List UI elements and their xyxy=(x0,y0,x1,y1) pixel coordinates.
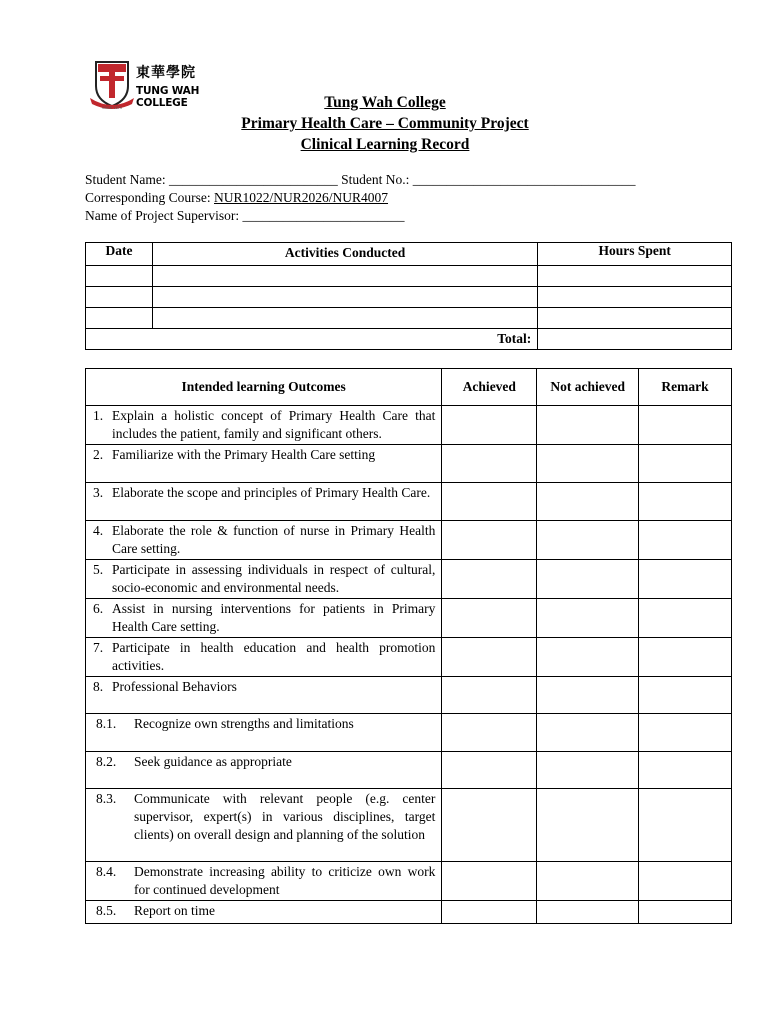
achieved-cell[interactable] xyxy=(442,560,537,599)
achieved-cell[interactable] xyxy=(442,752,537,789)
remark-cell[interactable] xyxy=(639,752,732,789)
supervisor-label: Name of Project Supervisor: xyxy=(85,208,240,223)
outcome-item xyxy=(86,901,441,921)
remark-cell[interactable] xyxy=(639,445,732,483)
outcome-item xyxy=(86,677,441,697)
not-achieved-cell[interactable] xyxy=(537,677,639,714)
outcome-text: Report on time xyxy=(134,903,215,918)
total-hours-cell[interactable] xyxy=(538,329,732,350)
outcome-text: Assist in nursing interventions for patients in Primary Health Care setting. xyxy=(112,601,436,634)
outcome-cell xyxy=(86,862,442,901)
document-title xyxy=(0,92,770,155)
not-achieved-cell[interactable] xyxy=(537,752,639,789)
table-row xyxy=(86,445,732,483)
achieved-cell[interactable] xyxy=(442,901,537,924)
outcomes-header: Intended learning Outcomes xyxy=(86,369,442,406)
remark-cell[interactable] xyxy=(639,483,732,521)
outcome-text: Explain a holistic concept of Primary Health Care that includes the patient, family and significant others. xyxy=(112,408,436,441)
achieved-cell[interactable] xyxy=(442,406,537,445)
outcome-number: 3. xyxy=(93,485,104,500)
outcome-cell xyxy=(86,789,442,862)
outcome-cell xyxy=(86,714,442,752)
outcome-item xyxy=(86,483,441,503)
remark-cell[interactable] xyxy=(639,638,732,677)
remark-cell[interactable] xyxy=(639,677,732,714)
activity-cell[interactable] xyxy=(152,287,537,308)
achieved-cell[interactable] xyxy=(442,714,537,752)
outcome-text: Elaborate the role & function of nurse in Primary Health Care setting. xyxy=(112,523,436,556)
course-label: Corresponding Course: xyxy=(85,190,211,205)
achieved-header: Achieved xyxy=(442,369,537,406)
remark-cell[interactable] xyxy=(639,862,732,901)
table-row xyxy=(86,752,732,789)
achieved-cell[interactable] xyxy=(442,677,537,714)
logo-english-name: TUNG WAH COLLEGE xyxy=(136,85,200,109)
outcome-text: Elaborate the scope and principles of Primary Health Care. xyxy=(112,485,431,500)
student-no-label: Student No.: xyxy=(341,172,410,187)
table-row xyxy=(86,599,732,638)
outcome-text: Demonstrate increasing ability to criticize own work for continued development xyxy=(134,864,436,897)
remark-cell[interactable] xyxy=(639,789,732,862)
outcome-cell xyxy=(86,599,442,638)
outcome-cell xyxy=(86,560,442,599)
outcome-item xyxy=(86,599,441,637)
achieved-cell[interactable] xyxy=(442,638,537,677)
table-row xyxy=(86,714,732,752)
remark-header: Remark xyxy=(639,369,732,406)
remark-cell[interactable] xyxy=(639,599,732,638)
table-row xyxy=(86,483,732,521)
table-row xyxy=(86,521,732,560)
not-achieved-cell[interactable] xyxy=(537,406,639,445)
date-header: Date xyxy=(86,243,153,266)
outcome-cell xyxy=(86,406,442,445)
remark-cell[interactable] xyxy=(639,560,732,599)
not-achieved-cell[interactable] xyxy=(537,599,639,638)
outcome-item xyxy=(86,560,441,598)
activity-hours-table xyxy=(85,242,732,350)
outcome-cell xyxy=(86,483,442,521)
logo-tagline: SINCE 1870 xyxy=(101,106,123,110)
achieved-cell[interactable] xyxy=(442,445,537,483)
achieved-cell[interactable] xyxy=(442,789,537,862)
outcome-cell xyxy=(86,521,442,560)
activities-header: Activities Conducted xyxy=(152,243,537,266)
outcome-item xyxy=(86,521,441,559)
outcome-rows xyxy=(86,406,732,924)
outcome-text: Recognize own strengths and limitations xyxy=(134,716,354,731)
outcome-text: Professional Behaviors xyxy=(112,679,237,694)
outcome-cell xyxy=(86,901,442,924)
achieved-cell[interactable] xyxy=(442,521,537,560)
activity-cell[interactable] xyxy=(152,308,537,329)
remark-cell[interactable] xyxy=(639,714,732,752)
student-line xyxy=(85,171,636,189)
total-row xyxy=(86,329,732,350)
achieved-cell[interactable] xyxy=(442,862,537,901)
achieved-cell[interactable] xyxy=(442,599,537,638)
student-name-label: Student Name: xyxy=(85,172,166,187)
outcome-cell xyxy=(86,752,442,789)
table-row xyxy=(86,638,732,677)
not-achieved-cell[interactable] xyxy=(537,862,639,901)
outcome-number: 8.5. xyxy=(96,903,117,918)
table-row xyxy=(86,677,732,714)
outcome-text: Familiarize with the Primary Health Care setting xyxy=(112,447,376,462)
outcome-item xyxy=(86,862,441,900)
table-row xyxy=(86,560,732,599)
outcome-number: 8.1. xyxy=(96,716,117,731)
logo-chinese-name: 東華學院 xyxy=(136,65,196,81)
not-achieved-cell[interactable] xyxy=(537,638,639,677)
outcome-number: 8. xyxy=(93,679,104,694)
outcome-item xyxy=(86,445,441,465)
student-name-field[interactable]: _________________________ xyxy=(169,172,338,187)
outcome-cell xyxy=(86,677,442,714)
remark-cell[interactable] xyxy=(639,901,732,924)
program-title: Primary Health Care – Community Project xyxy=(241,115,529,132)
not-achieved-cell[interactable] xyxy=(537,521,639,560)
course-value: NUR1022/NUR2026/NUR4007 xyxy=(214,190,389,205)
supervisor-field[interactable]: ________________________ xyxy=(242,208,405,223)
table-row xyxy=(86,789,732,862)
student-no-field[interactable]: _________________________________ xyxy=(412,172,636,187)
outcome-number: 2. xyxy=(93,447,104,462)
record-title: Clinical Learning Record xyxy=(300,136,470,153)
table-row xyxy=(86,266,732,287)
not-achieved-cell[interactable] xyxy=(537,483,639,521)
table-row xyxy=(86,901,732,924)
learning-outcomes-table xyxy=(85,368,732,924)
outcome-item xyxy=(86,638,441,676)
outcome-number: 8.3. xyxy=(96,791,117,806)
outcome-number: 8.4. xyxy=(96,864,117,879)
remark-cell[interactable] xyxy=(639,406,732,445)
table-header-row xyxy=(86,369,732,406)
table-header-row xyxy=(86,243,732,266)
date-cell[interactable] xyxy=(86,308,153,329)
outcome-item xyxy=(86,714,441,734)
college-title: Tung Wah College xyxy=(324,94,446,111)
course-line xyxy=(85,189,636,207)
hours-cell[interactable] xyxy=(538,266,732,287)
not-achieved-header: Not achieved xyxy=(537,369,639,406)
outcome-text: Participate in assessing individuals in respect of cultural, socio-economic and environmental needs. xyxy=(112,562,436,595)
not-achieved-cell[interactable] xyxy=(537,560,639,599)
remark-cell[interactable] xyxy=(639,521,732,560)
hours-cell[interactable] xyxy=(538,287,732,308)
outcome-number: 8.2. xyxy=(96,754,117,769)
outcome-cell xyxy=(86,445,442,483)
achieved-cell[interactable] xyxy=(442,483,537,521)
outcome-number: 6. xyxy=(93,601,104,616)
table-row xyxy=(86,308,732,329)
not-achieved-cell[interactable] xyxy=(537,901,639,924)
hours-cell[interactable] xyxy=(538,308,732,329)
supervisor-line xyxy=(85,207,636,225)
outcome-item xyxy=(86,789,441,845)
table-row xyxy=(86,287,732,308)
outcome-number: 1. xyxy=(93,408,104,423)
outcome-item xyxy=(86,406,441,444)
outcome-cell xyxy=(86,638,442,677)
outcome-number: 5. xyxy=(93,562,104,577)
table-row xyxy=(86,862,732,901)
not-achieved-cell[interactable] xyxy=(537,714,639,752)
outcome-number: 7. xyxy=(93,640,104,655)
activity-cell[interactable] xyxy=(152,266,537,287)
date-cell[interactable] xyxy=(86,287,153,308)
outcome-text: Participate in health education and health promotion activities. xyxy=(112,640,436,673)
outcome-text: Communicate with relevant people (e.g. center supervisor, expert(s) in various disciplines, target clients) on overall design and planning of the solution xyxy=(134,791,436,842)
table-row xyxy=(86,406,732,445)
outcome-number: 4. xyxy=(93,523,104,538)
outcome-item xyxy=(86,752,441,772)
date-cell[interactable] xyxy=(86,266,153,287)
outcome-text: Seek guidance as appropriate xyxy=(134,754,292,769)
not-achieved-cell[interactable] xyxy=(537,445,639,483)
total-label: Total: xyxy=(86,329,538,350)
not-achieved-cell[interactable] xyxy=(537,789,639,862)
hours-header: Hours Spent xyxy=(538,243,732,266)
student-info xyxy=(85,171,636,225)
